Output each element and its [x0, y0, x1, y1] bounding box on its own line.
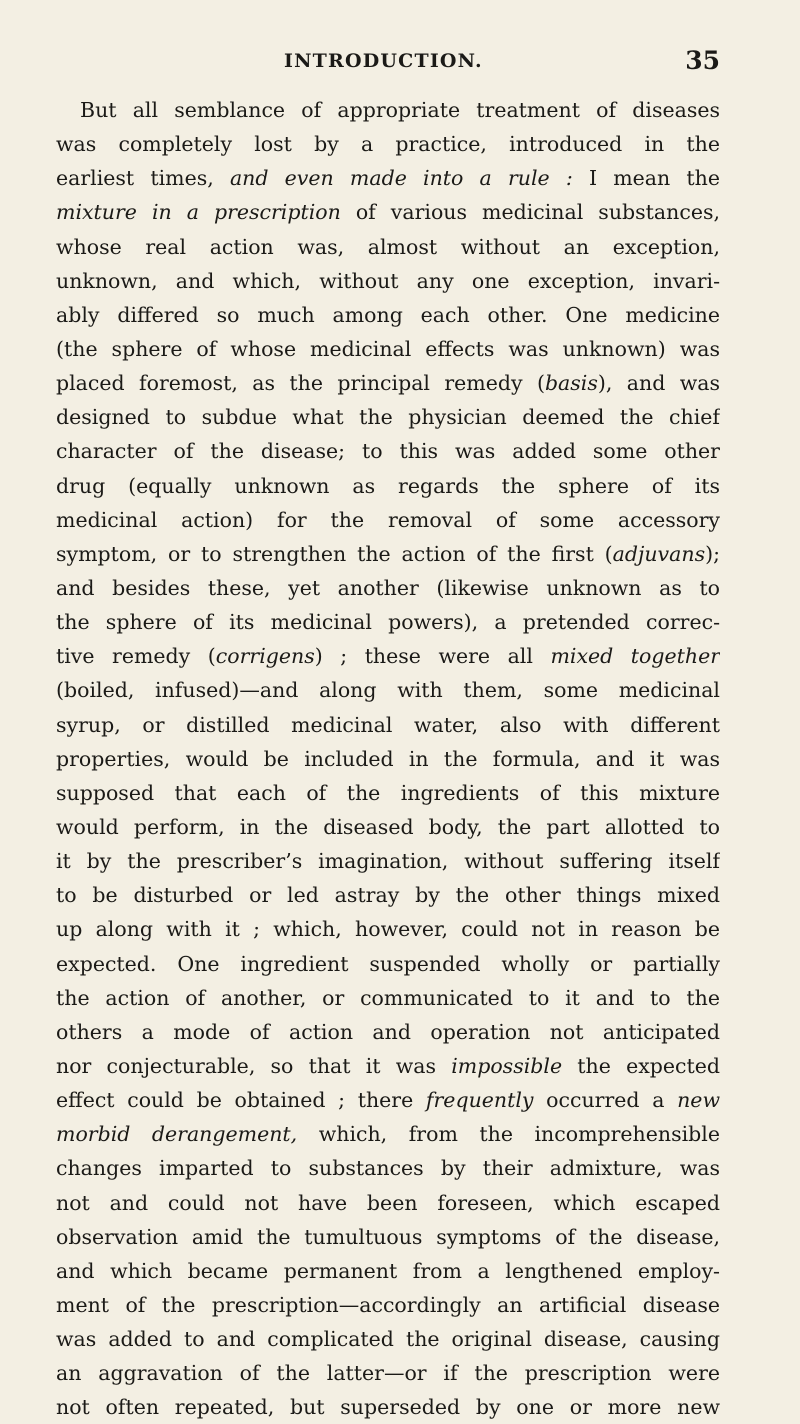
italic-text: adjuvans	[612, 541, 706, 566]
text-segment: syrup, or distilled medicinal water, also with different	[56, 712, 720, 737]
text-segment: would perform, in the diseased body, the part allotted to	[56, 814, 720, 839]
text-segment: was completely lost by a practice, introduced in the	[56, 132, 720, 157]
text-line	[56, 195, 720, 229]
italic-text: mixed together	[550, 644, 720, 669]
text-line	[56, 469, 720, 503]
text-line	[56, 708, 720, 742]
text-segment: not and could not have been foreseen, which escaped	[56, 1190, 720, 1215]
text-segment: But all semblance of appropriate treatment of diseases	[80, 98, 720, 122]
text-segment: supposed that each of the ingredients of this mixture	[56, 780, 720, 805]
text-line	[56, 1390, 720, 1424]
text-line	[56, 161, 720, 195]
text-line	[56, 332, 720, 366]
text-line	[56, 93, 720, 127]
text-segment: symptom, or to strengthen the action of the first (	[56, 541, 613, 566]
text-line	[56, 1356, 720, 1390]
text-segment: which, from the incomprehensible	[297, 1122, 720, 1147]
text-line	[56, 434, 720, 468]
text-segment: expected. One ingredient suspended wholly or partially	[56, 951, 720, 976]
text-segment: not often repeated, but superseded by one or more new	[56, 1395, 720, 1420]
italic-text: frequently	[425, 1088, 534, 1113]
text-line	[56, 503, 720, 537]
text-line	[56, 400, 720, 434]
text-segment: the action of another, or communicated to it and to the	[56, 985, 720, 1010]
text-segment: to be disturbed or led astray by the other things mixed	[56, 883, 720, 908]
text-segment: I mean the	[572, 166, 720, 191]
text-segment: earliest times,	[56, 166, 230, 191]
text-segment: occurred a	[533, 1088, 678, 1113]
page-header	[108, 46, 720, 84]
text-segment: );	[705, 541, 720, 566]
running-head: INTRODUCTION.	[284, 50, 483, 72]
text-segment: an aggravation of the latter—or if the prescription were	[56, 1361, 720, 1386]
text-segment: placed foremost, as the principal remedy (	[56, 371, 545, 396]
text-line	[56, 230, 720, 264]
italic-text: morbid derangement,	[56, 1122, 298, 1147]
text-segment: the expected	[562, 1053, 720, 1078]
text-line	[56, 537, 720, 571]
page-number: 35	[685, 46, 720, 75]
text-segment: (the sphere of whose medicinal effects was unknown) was	[56, 336, 720, 361]
text-line	[56, 912, 720, 946]
text-line	[56, 127, 720, 161]
text-line	[56, 810, 720, 844]
text-line	[56, 1220, 720, 1254]
text-segment: drug (equally unknown as regards the sphere of its	[56, 473, 720, 498]
text-line	[56, 1083, 720, 1117]
text-segment: and besides these, yet another (likewise unknown as to	[56, 575, 720, 600]
italic-text: basis	[544, 371, 598, 396]
text-segment: (boiled, infused)—and along with them, some medicinal	[56, 678, 720, 703]
text-line	[56, 947, 720, 981]
text-line	[56, 878, 720, 912]
text-line	[56, 639, 720, 673]
text-segment: changes imparted to substances by their admixture, was	[56, 1156, 720, 1181]
text-segment: properties, would be included in the formula, and it was	[56, 746, 720, 771]
text-line	[56, 1015, 720, 1049]
italic-text: impossible	[451, 1053, 563, 1078]
text-line	[56, 776, 720, 810]
text-line	[56, 1288, 720, 1322]
text-line	[56, 605, 720, 639]
text-segment: character of the disease; to this was added some other	[56, 439, 720, 464]
text-line	[56, 673, 720, 707]
text-segment: designed to subdue what the physician deemed the chief	[56, 405, 720, 430]
text-line	[56, 264, 720, 298]
text-segment: medicinal action) for the removal of some accessory	[56, 507, 720, 532]
text-line	[56, 1254, 720, 1288]
italic-text: mixture in a prescription	[56, 200, 341, 225]
text-segment: ment of the prescription—accordingly an artificial disease	[56, 1292, 720, 1317]
text-segment: it by the prescriber’s imagination, without suffering itself	[56, 849, 720, 874]
text-segment: effect could be obtained ; there	[56, 1088, 426, 1113]
text-line	[56, 571, 720, 605]
text-segment: was added to and complicated the original disease, causing	[56, 1327, 720, 1352]
italic-text: new	[677, 1088, 720, 1113]
text-segment: and which became permanent from a lengthened employ-	[56, 1258, 720, 1283]
text-line	[56, 1049, 720, 1083]
text-line	[56, 981, 720, 1015]
italic-text: corrigens	[215, 644, 315, 669]
text-segment: observation amid the tumultuous symptoms of the disease,	[56, 1224, 720, 1249]
text-segment: ), and was	[597, 371, 720, 396]
text-line	[56, 298, 720, 332]
text-line	[56, 844, 720, 878]
text-segment: tive remedy (	[56, 644, 216, 669]
text-line	[56, 366, 720, 400]
text-segment: of various medicinal substances,	[340, 200, 720, 225]
text-line	[56, 1117, 720, 1151]
text-segment: ably differed so much among each other. One medicine	[56, 302, 720, 327]
text-segment: unknown, and which, without any one exception, invari-	[56, 268, 720, 293]
body-paragraph	[56, 93, 720, 1424]
italic-text: and even made into a rule :	[229, 166, 573, 191]
text-segment: ) ; these were all	[314, 644, 551, 669]
text-line	[56, 1322, 720, 1356]
text-segment: the sphere of its medicinal powers), a pretended correc-	[56, 610, 720, 635]
text-segment: nor conjecturable, so that it was	[56, 1053, 452, 1078]
text-line	[56, 1186, 720, 1220]
text-line	[56, 742, 720, 776]
text-segment: others a mode of action and operation not anticipated	[56, 1019, 720, 1044]
text-segment: whose real action was, almost without an exception,	[56, 234, 720, 259]
text-line	[56, 1151, 720, 1185]
text-segment: up along with it ; which, however, could not in reason be	[56, 917, 720, 942]
